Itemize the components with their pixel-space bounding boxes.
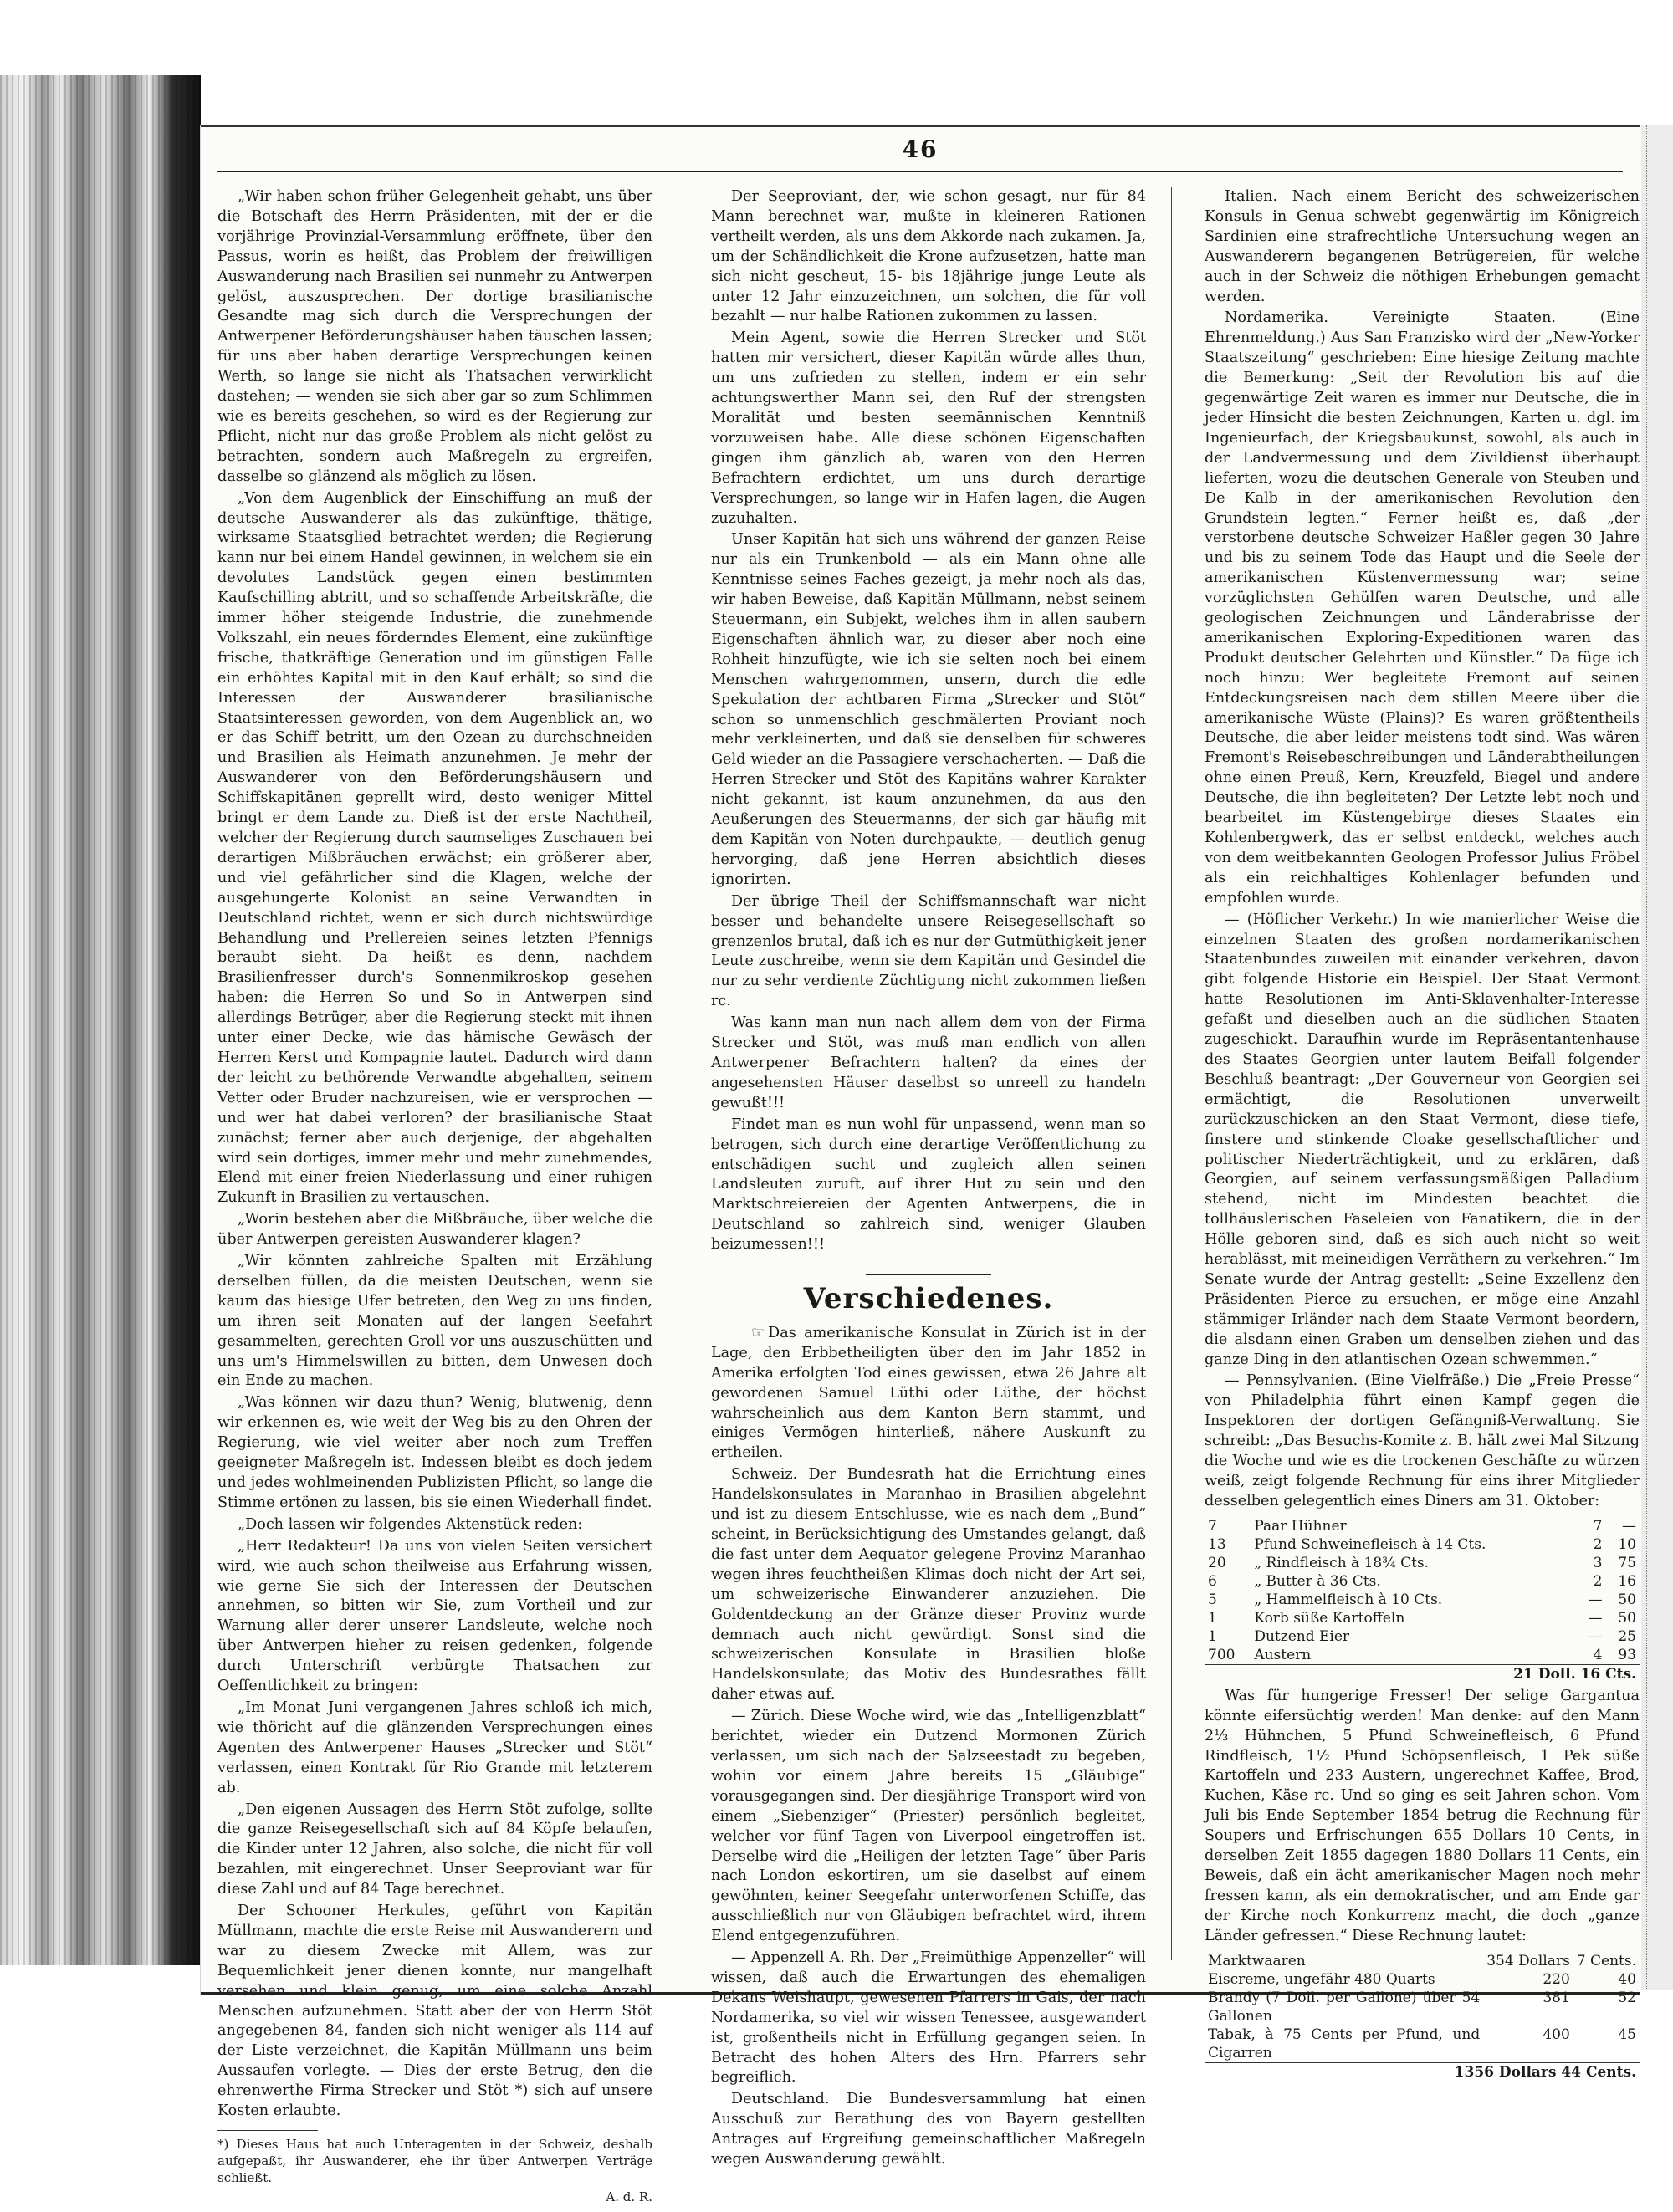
bill-dollars: 2 [1593, 1572, 1603, 1590]
column-2 [711, 187, 1146, 2172]
bill-dollars: 3 [1593, 1554, 1603, 1571]
article-paragraph: „Im Monat Juni vergangenen Jahres schloß ich mich, wie thöricht auf die glänzenden Versprechungen eines Agenten des Antwerpener Hauses „Strecker und Stöt“ verlassen, einen Kontrakt für Rio Grande mit letzterem ab. [217, 1699, 652, 1796]
bill-qty: 5 [1208, 1591, 1217, 1608]
bill-dollars: 381 [1543, 1989, 1570, 2006]
bill-row [1205, 1627, 1640, 1646]
misc-item: — Appenzell A. Rh. Der „Freimüthige Appenzeller“ will wissen, daß auch die Erwartungen des ehemaligen Dekans Weishaupt, gewesenen Pfarrers in Gais, der nach Nordamerika, so viel wir wissen Tenessee, ausgewandert ist, großentheils nicht in Erfüllung gegangen seien. In Betracht des hohen Alters des Hrn. Pfarrers sehr begreiflich. [711, 1949, 1146, 2087]
bill-qty: 7 [1208, 1517, 1217, 1535]
bill-row [1205, 1952, 1640, 1970]
pointing-hand-icon: ☞ [751, 1323, 765, 1341]
bill-cents: 16 [1618, 1572, 1636, 1590]
misc-item: Deutschland. Die Bundesversammlung hat einen Ausschuß zur Berathung des von Bayern gestellten Antrages auf Ergreifung gemeinschaftlicher Maßregeln wegen Auswanderung gewählt. [711, 2091, 1146, 2169]
bill-item: Paar Hühner [1254, 1517, 1347, 1535]
bill-qty: 6 [1208, 1572, 1217, 1590]
article-paragraph: — (Höflicher Verkehr.) In wie manierlicher Weise die einzelnen Staaten des großen nordamerikanischen Staatenbundes zuweilen mit einander verkehren, davon gibt folgende Historie ein Beispiel. Der Staat Vermont hatte Resolutionen im Anti-Sklavenhalter-Interesse gefaßt und dieselben auch an die südlichen Staaten zugeschickt. Daraufhin wurde im Repräsentantenhause des Staates Georgien unter lautem Beifall folgender Beschluß beantragt: „Der Gouverneur von Georgien sei ermächtigt, die Resolutionen unverweilt zurückzuschicken an den Staat Vermont, diese tiefe, finstere und stinkende Cloake gesellschaftlicher und politischer Niederträchtigkeit, und zu erklären, daß Georgien, auf seinem verfassungsmäßigen Palladium stehend, nicht im Mindesten beachtet die tollhäuslerischen Faseleien von Fanatikern, die in der Hölle geboren sind, daß es sich auch nicht so weit herablässt, mit meineidigen Verräthern zu verkehren.“ Im Senate wurde der Antrag gestellt: „Seine Exzellenz den Präsidenten Pierce zu ersuchen, er möge eine Anzahl stämmiger Irländer nach dem Staate Vermont beordern, die alsdann einen Graben um denselben ziehen und das ganze Ding in den atlantischen Ozean schwemmen.“ [1205, 911, 1640, 1368]
misc-item-text: Das amerikanische Konsulat in Zürich ist in der Lage, den Erbbetheiligten über den im Jahr 1852 in Amerika erfolgten Tod eines gewissen, etwa 26 Jahre alt gewordenen Samuel Lüthi oder Lüthe, der höchst wahrscheinlich aus dem Kanton Bern stammt, und einiges Vermögen hinterließ, nähere Auskunft zu ertheilen. [711, 1324, 1146, 1462]
article-paragraph: „Herr Redakteur! Da uns von vielen Seiten versichert wird, wie auch schon theilweise aus Erfahrung wissen, wie gerne Sie sich der Interessen der Deutschen annehmen, so bitten wir Sie, zum Vortheil und zur Warnung aller derer unserer Landsleute, welche noch über Antwerpen hieher zu reisen gedenken, folgende durch Unterschrift verbürgte Thatsachen zur Oeffentlichkeit zu bringen: [217, 1537, 652, 1695]
bill-item: „ Butter à 36 Cts. [1254, 1572, 1381, 1590]
bill-qty: 1 [1208, 1627, 1217, 1645]
article-paragraph: „Was können wir dazu thun? Wenig, blutwenig, denn wir erkennen es, wie weit der Weg bis zu den Ohren der Regierung, wie viel weiter aber noch zum Treffen geeigneter Maßregeln ist. Indessen bleibt es doch jedem und jedes wohlmeinenden Publizisten Pflicht, so lange die Stimme ertönen zu lassen, bis sie einen Wiederhall findet. [217, 1394, 652, 1511]
bill-qty: 1 [1208, 1609, 1217, 1627]
page-number: 46 [902, 135, 939, 163]
bill-item: „ Hammelfleisch à 10 Cts. [1254, 1591, 1443, 1608]
bill-row [1205, 1554, 1640, 1572]
bill-total-row [1205, 2062, 1640, 2082]
article-paragraph: Italien. Nach einem Bericht des schweizerischen Konsuls in Genua schwebt gegenwärtig im Königreich Sardinien eine strafrechtliche Untersuchung wegen an Auswanderern begangenen Betrügereien, für welche auch in der Schweiz die nöthigen Erhebungen gemacht werden. [1205, 188, 1640, 305]
misc-item: — Zürich. Diese Woche wird, wie das „Intelligenzblatt“ berichtet, wieder ein Dutzend Mormonen Zürich verlassen, um sich nach der Salzseestadt zu begeben, wohin vor einem Jahre bereits 15 „Gläubige“ vorausgegangen sind. Der diesjährige Transport wird von einem „Siebenziger“ (Priester) persönlich begleitet, welcher vor fünf Tagen von Liverpool eingetroffen ist. Derselbe wird die „Heiligen der letzten Tage“ über Paris nach London eskortiren, um sie daselbst auf einem gewöhnten, keiner Seegefahr unterworfenen Schiffe, das ausschließlich nur von Gläubigen befrachtet wird, ihrem Elend entgegenzuführen. [711, 1708, 1146, 1945]
article-paragraph: „Wir könnten zahlreiche Spalten mit Erzählung derselben füllen, da die meisten Deutschen, wenn sie kaum das hiesige Ufer betreten, den Weg zu uns finden, um ihren seit Monaten auf der langen Seefahrt gesammelten, gerechten Groll vor uns auszuschütten und uns um's Himmelswillen zu bitten, dem Unwesen doch ein Ende zu machen. [217, 1253, 652, 1390]
misc-item: Schweiz. Der Bundesrath hat die Errichtung eines Handelskonsulates in Maranhao in Brasilien abgelehnt und ist zu diesem Entschlusse, wie es nach dem „Bund“ scheint, in Berücksichtigung des Umstandes gelangt, daß die fast unter dem Aequator gelegene Provinz Maranhao wegen ihres feuchtheißen Klimas doch nicht der Art sei, um schweizerische Einwanderer anzuziehen. Die Goldentdeckung an der Gränze dieser Provinz wurde demnach auch nicht gewürdigt. Sonst sind die schweizerischen Konsulate in Brasilien bloße Handelskonsulate; das Motiv des Bundesrathes fällt daher etwas auf. [711, 1466, 1146, 1704]
bill-total-row [1205, 1664, 1640, 1683]
bill-item: Eiscreme, ungefähr 480 Quarts [1208, 1970, 1435, 1988]
article-paragraph: Unser Kapitän hat sich uns während der ganzen Reise nur als ein Trunkenbold — als ein Mann ohne alle Kenntnisse seines Faches gezeigt, ja mehr noch als das, wir haben Beweise, daß Kapitän Müllmann, nebst seinem Steuermann, ein Subjekt, welches ihm in allen saubern Eigenschaften ähnlich war, zu dieser aber noch eine Rohheit hinzufügte, wie ich sie selten noch bei einem Menschen wahrgenommen, unsern, durch die edle Spekulation der achtbaren Firma „Strecker und Stöt“ schon so unmenschlich geschmälerten Proviant noch mehr verkleinerten, und daß sie denselben für schweres Geld wieder an die Passagiere verschacherten. — Daß die Herren Strecker und Stöt des Kapitäns wahrer Karakter nicht gekannt, ist kaum anzunehmen, da aus den Aeußerungen des Steuermanns, der sich gar häufig mit dem Kapitän von Noten durchpaukte, — deutlich genug hervorging, daß jene Herren absichtlich dieses ignorirten. [711, 531, 1146, 888]
bill-total: 1356 Dollars 44 Cents. [1205, 2062, 1640, 2082]
footnote-signature: A. d. R. [606, 2189, 652, 2204]
article-paragraph: Der übrige Theil der Schiffsmannschaft war nicht besser und behandelte unsere Reisegesellschaft so grenzenlos brutal, daß ich es nur der Gutmüthigkeit jener Leute zuschreibe, wenn sie dem Kapitän und Gesindel die nur zu sehr verdiente Züchtigung nicht zukommen ließen rc. [711, 892, 1146, 1010]
bill-qty: 20 [1208, 1554, 1226, 1571]
bill-row [1205, 1646, 1640, 1665]
bill-cents: 50 [1618, 1591, 1636, 1608]
bill-item: „ Rindfleisch à 18¾ Cts. [1254, 1554, 1430, 1571]
article-paragraph: „Den eigenen Aussagen des Herrn Stöt zufolge, sollte die ganze Reisegesellschaft sich auf 84 Köpfe belaufen, die Kinder unter 12 Jahren, also solche, die nicht für voll bezahlen, mit eingerechnet. Unser Seeproviant war für diese Zahl und auf 84 Tage berechnet. [217, 1801, 652, 1898]
bill-cents: 25 [1618, 1627, 1636, 1645]
bill-cents: 52 [1618, 1989, 1636, 2006]
footnote: *) Dieses Haus hat auch Unteragenten in der Schweiz, deshalb aufgepaßt, ihr Auswanderer, ehe ihr über Antwerpen Verträge schließt. [217, 2137, 652, 2185]
bill-dollars: 354 Dollars [1486, 1952, 1570, 1969]
bill-dollars: — [1588, 1591, 1603, 1608]
header-rule [217, 171, 1623, 172]
bill-dollars: 7 [1593, 1517, 1603, 1535]
bill-dollars: 220 [1543, 1970, 1570, 1988]
facing-page-edge [1641, 125, 1673, 1990]
article-paragraph: „Wir haben schon früher Gelegenheit gehabt, uns über die Botschaft des Herrn Präsidenten, mit der er die vorjährige Provinzial-Versammlung eröffnete, über den Passus, worin es heißt, das Problem der freiwilligen Auswanderung nach Brasilien sei nunmehr zu Antwerpen gelöst, auszusprechen. Der dortige brasilianische Gesandte mag sich durch die Versprechungen der Antwerpener Beförderungshäuser haben täuschen lassen; für uns aber haben derartige Versprechungen keinen Werth, so lange sie nicht als Thatsachen verwirklicht dastehen; — wenden sie sich aber gar so zum Schlimmen wie es bereits geschehen, so wird es der Regierung zur Pflicht, nicht nur das große Problem als nicht gelöst zu betrachten, sondern auch Maßregeln zu ergreifen, dasselbe so glänzend als möglich zu lösen. [217, 188, 652, 485]
article-paragraph: Der Seeproviant, der, wie schon gesagt, nur für 84 Mann berechnet war, mußte in kleineren Rationen vertheilt werden, als uns dem Akkorde nach zukamen. Ja, um der Schändlichkeit die Krone aufzusetzen, hatte man sich nicht gescheut, 15- bis 18jährige junge Leute als unter 12 Jahr einzuzeichnen, um solchen, die für voll bezahlt — nur halbe Rationen zukommen zu lassen. [711, 188, 1146, 325]
bill-item: Tabak, à 75 Cents per Pfund, und Cigarren [1208, 2026, 1481, 2061]
bill-total: 21 Doll. 16 Cts. [1205, 1664, 1640, 1683]
bill-row [1205, 1517, 1640, 1535]
bill-table-dinner [1205, 1517, 1640, 1683]
bill-item: Brandy (7 Doll. per Gallone) über 54 Gallonen [1208, 1989, 1481, 2025]
book-edge [0, 75, 201, 1965]
misc-item [711, 1323, 1146, 1464]
bill-row [1205, 1535, 1640, 1554]
section-rule [866, 1274, 991, 1275]
bill-cents: — [1622, 1517, 1636, 1535]
bill-row [1205, 1609, 1640, 1627]
bill-item: Korb süße Kartoffeln [1254, 1609, 1405, 1627]
bill-item: Austern [1254, 1646, 1312, 1663]
bill-cents: 45 [1618, 2026, 1636, 2043]
bill-cents: 40 [1618, 1970, 1636, 1988]
bill-cents: 93 [1618, 1646, 1636, 1663]
bill-dollars: — [1588, 1609, 1603, 1627]
column-1 [217, 187, 652, 2208]
footnote-rule [217, 2130, 318, 2131]
article-paragraph: „Worin bestehen aber die Mißbräuche, über welche die über Antwerpen gereisten Auswanderer klagen? [217, 1211, 652, 1249]
bill-row [1205, 1970, 1640, 1989]
bill-row [1205, 2026, 1640, 2063]
section-title: Verschiedenes. [803, 1282, 1054, 1316]
bill-item: Dutzend Eier [1254, 1627, 1350, 1645]
bill-qty: 13 [1208, 1535, 1226, 1553]
bill-row [1205, 1591, 1640, 1609]
bill-cents: 10 [1618, 1535, 1636, 1553]
article-paragraph: Findet man es nun wohl für unpassend, wenn man so betrogen, sich durch eine derartige Veröffentlichung zu entschädigen sucht und zugleich allen seinen Landsleuten zuruft, auf ihrer Hut zu sein und den Marktschreiereien der Agenten Antwerpens, die in Deutschland so zahlreich sind, weniger Glauben beizumessen!!! [711, 1116, 1146, 1254]
article-paragraph: Was für hungerige Fresser! Der selige Gargantua könnte eifersüchtig werden! Man denke: auf den Mann 2⅓ Hühnchen, 5 Pfund Schweinefleisch, 6 Pfund Rindfleisch, 1½ Pfund Schöpsenfleisch, 1 Pek süße Kartoffeln und 233 Austern, ungerechnet Kaffee, Brod, Kuchen, Käse rc. Und so ging es seit Jahren schon. Vom Juli bis Ende September 1854 betrug die Rechnung für Soupers und Erfrischungen 655 Dollars 10 Cents, in derselben Zeit 1855 dagegen 1880 Dollars 11 Cents, ein Beweis, daß ein ächt amerikanischer Magen noch mehr fressen kann, als ein demokratischer, und am Ende gar der Kirche noch Konkurrenz macht, die doch „ganze Länder gefressen.“ Diese Rechnung lautet: [1205, 1687, 1640, 1944]
article-paragraph: „Doch lassen wir folgendes Aktenstück reden: [238, 1515, 583, 1533]
newspaper-page [201, 125, 1640, 2204]
column-3 [1205, 187, 1640, 2085]
article-paragraph: Mein Agent, sowie die Herren Strecker und Stöt hatten mir versichert, dieser Kapitän würde alles thun, um uns zufrieden zu stellen, indem er ein sehr achtungswerther Mann sei, den Ruf der strengsten Moralität und besten seemännischen Kenntniß vorzuweisen habe. Alle diese schönen Eigenschaften gingen ihm gänzlich ab, waren von den Herren Befrachtern erdichtet, um uns durch derartige Versprechungen, so lange wir in Hafen lagen, die Augen zuzuhalten. [711, 330, 1146, 527]
bill-dollars: 400 [1543, 2026, 1570, 2043]
article-paragraph: „Von dem Augenblick der Einschiffung an muß der deutsche Auswanderer als das zukünftige, thätige, wirksame Staatsglied betrachtet werden; die Regierung kann nur bei einem Handel gewinnen, in welchem sie ein devolutes Landstück gegen einen bestimmten Kaufschilling abtritt, und so schaffende Arbeitskräfte, die immer höher steigende Industrie, die zunehmende Volkszahl, ein neues förderndes Element, eine zukünftige frische, thatkräftige Generation und im günstigen Falle ein erhöhtes Kapital mit in den Kauf erhält; so sind die Interessen der Auswanderer brasilianische Staatsinteressen geworden, von dem Augenblick an, wo er das Schiff betritt, um den Ozean zu durchschneiden und Brasilien als Heimath anzunehmen. Je mehr der Auswanderer von den Beförderungshäusern und Schiffskapitänen geprellt wird, desto weniger Mittel bringt er dem Lande zu. Dieß ist der erste Nachtheil, welcher der Regierung durch saumseliges Zuschauen bei derartigen Mißbräuchen erwächst; ein größerer aber, und viel gefährlicher sind die Klagen, welche der ausgehungerte Kolonist an seine Verwandten in Deutschland richtet, wenn er sich durch nichtswürdige Behandlung und Prellereien seines letzten Pfennigs beraubt sieht. Da heißt es denn, nachdem Brasilienfresser durch's Sonnenmikroskop gesehen haben: die Herren So und So in Antwerpen sind allerdings Betrüger, aber die Regierung steckt mit ihnen unter einer Decke, wie das hämische Gewäsch der Herren Kerst und Kompagnie lautet. Dadurch wird dann der leicht zu bethörende Verwandte abgehalten, seinem Vetter oder Bruder nachzureisen, wie er versprochen — und wer hat dabei verloren? der brasilianische Staat zunächst; ferner aber auch derjenige, der abgehalten wird sein dortiges, immer mehr und mehr zunehmendes, Elend mit einer freien Niederlassung und einer ruhigen Zukunft in Brasilien zu vertauschen. [217, 489, 652, 1207]
bill-cents: 50 [1618, 1609, 1636, 1627]
bill-row [1205, 1989, 1640, 2026]
article-paragraph: Was kann man nun nach allem dem von der Firma Strecker und Stöt, was muß man endlich von allen Antwerpener Befrachtern halten? da eines der angesehensten Häuser daselbst so unreell zu handeln gewußt!!! [711, 1014, 1146, 1111]
article-paragraph: — Pennsylvanien. (Eine Vielfräße.) Die „Freie Presse“ von Philadelphia führt einen Kampf gegen die Inspektoren der dortigen Gefängniß-Verwaltung. Sie schreibt: „Das Besuchs-Komite z. B. hält zwei Mal Sitzung die Woche und wie es die trockenen Geschäfte zu würzen weiß, zeigt folgende Rechnung für eins ihrer Mitglieder desselben gelegentlich eines Diners am 31. Oktober: [1205, 1372, 1640, 1510]
article-paragraph: Nordamerika. Vereinigte Staaten. (Eine Ehrenmeldung.) Aus San Franzisko wird der „New-Yorker Staatszeitung“ geschrieben: Eine hiesige Zeitung machte die Bemerkung: „Seit der Revolution bis auf die gegenwärtige Zeit waren es immer nur Deutsche, die in jeder Hinsicht die besten Zeichnungen, Karten u. dgl. im Ingenieurfach, der Kriegsbaukunst, sowohl, als auch in der Landvermessung und dem Zivildienst überhaupt lieferten, wozu die deutschen Generale von Steuben und De Kalb in der amerikanischen Revolution den Grundstein legten.“ Ferner heißt es, daß „der verstorbene deutsche Schweizer Haßler gegen 30 Jahre und bis zu seinem Tode das Haupt und die Seele der amerikanischen Küstenvermessung war; seine vorzüglichsten Gehülfen waren Deutsche, und alle geologischen Zeichnungen und Länderabrisse der amerikanischen Exploring-Expeditionen waren das Produkt deutscher Gelehrten und Künstler.“ Da füge ich noch hinzu: Wer begleitete Fremont auf seinen Entdeckungsreisen nach dem stillen Meere über die amerikanische Wüste (Plains)? Es waren größtentheils Deutsche, die aber leider meistens todt sind. Was wären Fremont's Reisebeschreibungen und Länderabtheilungen ohne einen Preuß, Kern, Kreuzfeld, Biegel und andere Deutsche, die ihn begleiteten? Der Letzte lebt noch und bearbeitet im Küstengebirge dieses Staates ein Kohlenbergwerk, das er selbst entdeckt, welches auch von dem weitbekannten Geologen Professor Julius Fröbel als ein reichhaltiges Kohlenlager befunden und empfohlen wurde. [1205, 309, 1640, 907]
bill-dollars: 2 [1593, 1535, 1603, 1553]
bill-cents: 7 Cents. [1576, 1952, 1636, 1969]
bill-cents: 75 [1618, 1554, 1636, 1571]
bill-item: Pfund Schweinefleisch à 14 Cts. [1254, 1535, 1486, 1553]
bill-dollars: — [1588, 1627, 1603, 1645]
bill-row [1205, 1572, 1640, 1591]
bill-item: Marktwaaren [1208, 1952, 1306, 1969]
column-divider [1171, 187, 1172, 1960]
bill-dollars: 4 [1593, 1646, 1603, 1663]
bill-qty: 700 [1208, 1646, 1236, 1663]
bill-table-season [1205, 1952, 1640, 2082]
article-paragraph: Der Schooner Herkules, geführt von Kapitän Müllmann, machte die erste Reise mit Auswanderern und war zu diesem Zwecke mit Allem, was zur Bequemlichkeit jener dienen konnte, nur mangelhaft versehen und klein genug, um eine solche Anzahl Menschen aufzunehmen. Statt aber der von Herrn Stöt angegebenen 84, fanden sich nicht weniger als 114 auf der Liste verzeichnet, die Kapitän Müllmann uns beim Aussaufen vorlegte. — Dies der erste Betrug, den die ehrenwerthe Firma Strecker und Stöt *) sich auf unsere Kosten erlaubte. [217, 1903, 652, 2120]
